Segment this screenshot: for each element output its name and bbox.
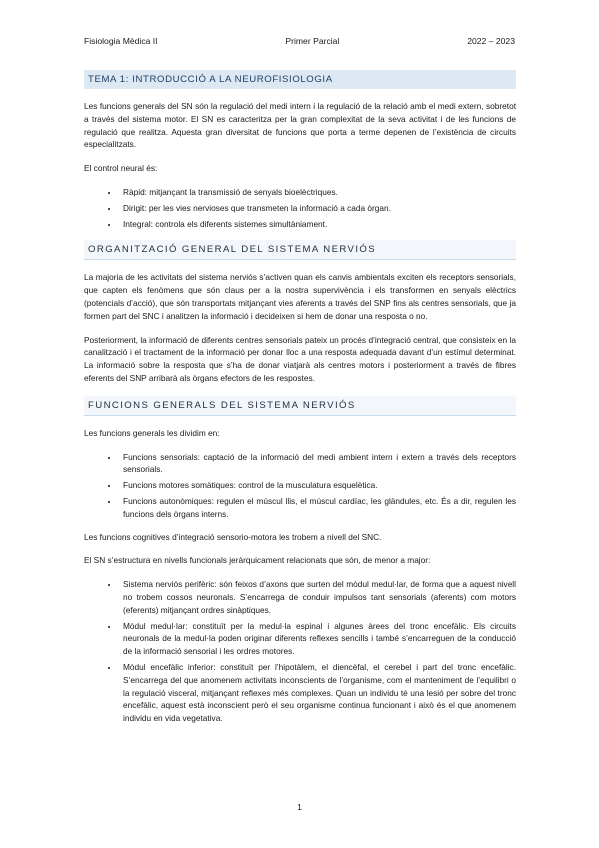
funcions-label: Les funcions generals les dividim en: [84,427,220,438]
list-item: • Funcions sensorials: captació de la informació del medi ambient intern i extern a través dels receptors sensorials. [119,451,516,477]
topic-intro: Les funcions generals del SN són la regulació del medi intern i la regulació de la relació amb el medi extern, sobretot a través del sistema motor. El SN es caracteritza per la gran complexitat de la seva activitat i de les funcions de regulació que realitza. Aquesta gran diversitat de funcions que porta a terme depenen de l’existència de circuits especialitzats. [84,101,516,150]
funcions-list [84,451,516,521]
control-label: El control neural és: [84,163,158,174]
header-year: 2022 – 2023 [467,36,515,46]
organitzacio-paragraph-1: La majoria de les activitats del sistema nerviós s’activen quan els canvis ambientals exciten els receptors sensorials, que capten els fenòmens que són claus per a la nostra supervivència i els transformen en senyals elèctrics (potencials d’acció), que són transportats mitjançant vies aferents a través del SNP fins als centres sensorials, que ja formen part del SNC i analitzen la informació i decideixen si hem de donar una resposta o no. [84,272,516,321]
page-number: 1 [297,802,302,812]
list-item: • Ràpid: mitjançant la transmissió de senyals bioelèctriques. [119,186,516,199]
page-content [84,70,516,735]
list-item: • Mòdul encefàlic inferior: constituït per l’hipotàlem, el diencèfal, el cerebel i part del tronc encefàlic. S’encarrega del que anomenem activitats inconscients de l’organisme, com el manteniment de l’equilibri o la regulació visceral, mitjançant reflexes més complexes. Quan un individu té una lesió per sobre del tronc encefàlic, aquest està inconscient però el seu organisme continua funcionant i això és el que anomenem individu en vida vegetativa. [119,661,516,725]
list-item: • Funcions autonòmiques: regulen el múscul llis, el múscul cardíac, les glàndules, etc. És a dir, regulen les funcions dels òrgans interns. [119,495,516,521]
list-item: • Dirigit: per les vies nervioses que transmeten la informació a cada òrgan. [119,202,516,215]
topic-title: TEMA 1: INTRODUCCIÓ A LA NEUROFISIOLOGIA [84,70,516,89]
control-list [84,186,516,230]
cognitive-paragraph: Les funcions cognitives d’integració sensorio-motora les trobem a nivell del SNC. [84,531,382,542]
header-exam: Primer Parcial [285,36,340,46]
page-header [84,36,515,50]
section-title-funcions: FUNCIONS GENERALS DEL SISTEMA NERVIÓS [84,396,516,416]
list-item: • Sistema nerviós perifèric: són feixos d’axons que surten del mòdul medul·lar, de forma que a aquest nivell no trobem cossos neuronals. S’encarrega de conduir impulsos tant sensorials (aferents) com motors (eferents) mitjançant ordres sinàptiques. [119,578,516,616]
section-title-organitzacio: ORGANITZACIÓ GENERAL DEL SISTEMA NERVIÓS [84,240,516,260]
levels-label: El SN s’estructura en nivells funcionals jeràrquicament relacionats que són, de menor a major: [84,555,431,566]
organitzacio-paragraph-2: Posteriorment, la informació de diferents centres sensorials pateix un procés d’integració central, que consisteix en la canalització i el tractament de la informació per donar lloc a una resposta adequada davant d’un estímul determinat. La informació sobre la resposta que s’ha de donar viatjarà als centres motors i posteriorment a través de fibres eferents del SNP arribarà als òrgans efectors de les respostes. [84,334,516,383]
list-item: • Mòdul medul·lar: constituït per la medul·la espinal i algunes àrees del tronc encefàlic. Els circuits neuronals de la medul·la poden originar diferents reflexes sencills i també s’encarreguen de la conducció de la informació sensorial i les ordres motores. [119,620,516,658]
header-course: Fisiologia Mèdica II [84,36,158,46]
list-item: • Integral: controla els diferents sistemes simultàniament. [119,218,516,231]
list-item: • Funcions motores somàtiques: control de la musculatura esquelètica. [119,479,516,492]
levels-list [84,578,516,725]
